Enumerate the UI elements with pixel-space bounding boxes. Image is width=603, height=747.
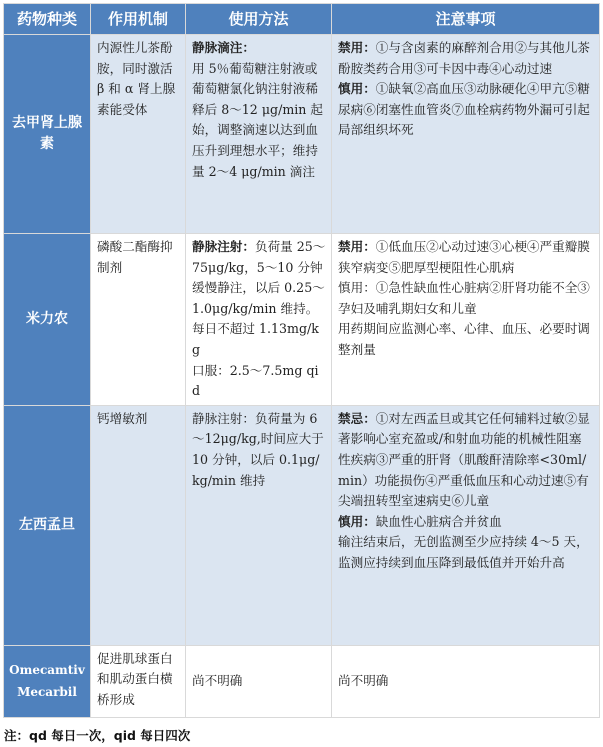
note-item <box>338 79 594 141</box>
drug-name: 左西孟旦 <box>4 405 91 645</box>
footnote: 注：qd 每日一次，qid 每日四次 <box>4 728 191 743</box>
usage-text: 用 5％葡萄糖注射液或葡萄糖氯化钠注射液稀释后 8～12 μg/min 起始，调整滴速以达到血压升到理想水平；维持量 2～4 μg/min 滴注 <box>192 60 323 179</box>
note-text: ①缺氧②高血压③动脉硬化④甲亢⑤糖尿病⑥闭塞性血管炎⑦血栓病药物外漏可引起局部组织坏死 <box>338 81 590 138</box>
mechanism-cell: 内源性儿茶酚胺，同时激活 β 和 α 肾上腺素能受体 <box>91 35 186 234</box>
note-item <box>338 409 594 512</box>
notes-cell <box>332 405 600 645</box>
note-text: ①低血压②心动过速③心梗④严重瓣膜狭窄病变⑤肥厚型梗阻性心肌病 <box>338 239 590 275</box>
mechanism-cell: 钙增敏剂 <box>91 405 186 645</box>
usage-label: 静脉注射： <box>192 239 255 254</box>
note-label: 禁用： <box>338 40 376 55</box>
notes-cell <box>332 234 600 406</box>
note-item <box>338 512 594 533</box>
table-row <box>4 35 600 234</box>
table-row <box>4 234 600 406</box>
note-text: ①对左西孟旦或其它任何辅料过敏②显著影响心室充盈或/和射血功能的机械性阻塞性疾病③严重的肝肾（肌酸酐清除率<30ml/min）功能损伤④严重低血压和心动过速⑤有尖端扭转型室速病史⑥儿童 <box>338 410 590 509</box>
header-mechanism: 作用机制 <box>91 4 186 35</box>
note-item: 输注结束后，无创监测至少应持续 4～5 天，监测应持续到血压降到最低值并开始升高 <box>338 534 589 570</box>
table-row <box>4 405 600 645</box>
note-item <box>338 237 594 278</box>
usage-cell: 静脉注射：负荷量为 6～12μg/kg,时间应大于 10 分钟，以后 0.1μg/kg/min 维持 <box>186 405 332 645</box>
note-label: 禁用： <box>338 239 376 254</box>
note-text: ①与含卤素的麻醉剂合用②与其他儿茶酚胺类药合用③可卡因中毒④心动过速 <box>338 40 590 76</box>
note-label: 禁忌： <box>338 410 376 426</box>
usage-cell <box>186 234 332 406</box>
header-drug-type: 药物种类 <box>4 4 91 35</box>
note-label: 慎用： <box>338 513 376 529</box>
drug-name: Omecamtiv Mecarbil <box>4 645 91 717</box>
note-item: 慎用：①急性缺血性心脏病②肝肾功能不全③孕妇及哺乳期妇女和儿童 <box>338 280 590 316</box>
drug-name: 去甲肾上腺素 <box>4 35 91 234</box>
header-usage: 使用方法 <box>186 4 332 35</box>
mechanism-cell: 磷酸二酯酶抑制剂 <box>91 234 186 406</box>
note-label: 慎用： <box>338 81 376 97</box>
header-notes: 注意事项 <box>332 4 600 35</box>
notes-cell: 尚不明确 <box>332 645 600 717</box>
note-item: 用药期间应监测心率、心律、血压、必要时调整剂量 <box>338 321 590 357</box>
table-row <box>4 645 600 717</box>
usage-text: 负荷量 25～75μg/kg，5～10 分钟缓慢静注，以后 0.25～1.0μg/kg/min 维持。每日不超过 1.13mg/kg <box>192 239 326 357</box>
drug-table <box>3 3 600 718</box>
notes-cell <box>332 35 600 234</box>
note-text: 缺血性心脏病合并贫血 <box>375 513 502 529</box>
note-item <box>338 38 594 79</box>
usage-cell <box>186 35 332 234</box>
drug-name: 米力农 <box>4 234 91 406</box>
mechanism-cell: 促进肌球蛋白和肌动蛋白横桥形成 <box>91 645 186 717</box>
table-header-row <box>4 4 600 35</box>
usage-label: 静脉滴注： <box>192 40 255 55</box>
usage-extra: 口服：2.5～7.5mg qid <box>192 362 319 399</box>
usage-cell: 尚不明确 <box>186 645 332 717</box>
